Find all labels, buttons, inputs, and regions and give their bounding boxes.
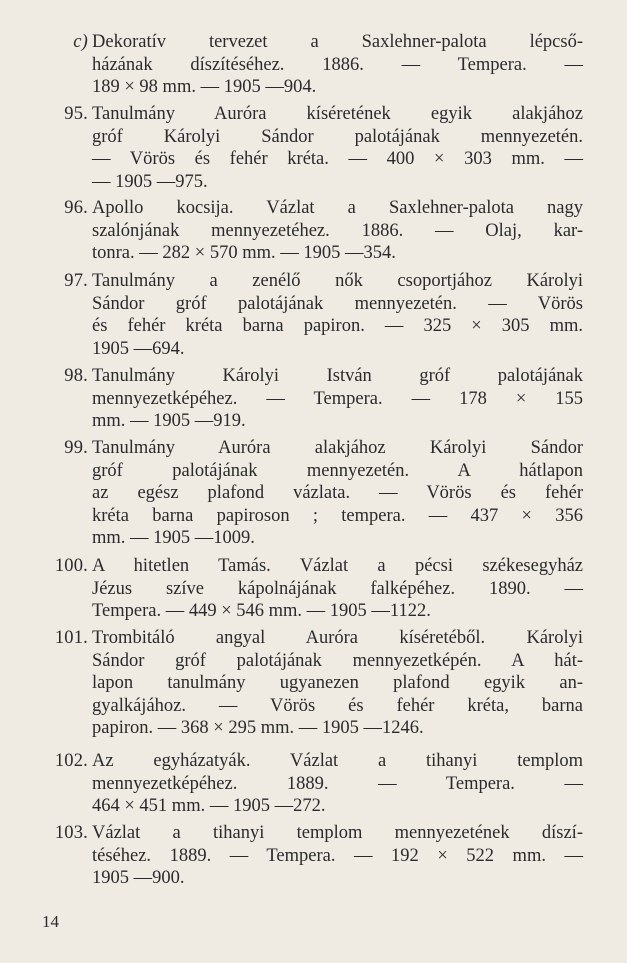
entry-line: Tempera. — 449 × 546 mm. — 1905 —1122. [92, 601, 431, 622]
entry-line: 1905 —694. [92, 338, 185, 359]
entry-line: Sándor gróf palotájának mennyezetén. — Vörös [92, 293, 583, 314]
entry-number: c) [73, 32, 88, 52]
entry-line: mennyezetképéhez. 1889. — Tempera. — [92, 773, 583, 794]
entry-line: mennyezetképéhez. — Tempera. — 178 × 155 [92, 388, 583, 409]
entry-number: 97. [64, 271, 88, 291]
entry-line: 189 × 98 mm. — 1905 —904. [92, 77, 317, 98]
entry-line: A hitetlen Tamás. Vázlat a pécsi székesegyház [92, 556, 583, 576]
entry-line: tonra. — 282 × 570 mm. — 1905 —354. [92, 243, 396, 264]
entry-line: gróf Károlyi Sándor palotájának mennyezetén. [92, 126, 583, 147]
entry-line: mm. — 1905 —919. [92, 411, 246, 432]
entry-text [92, 365, 583, 433]
entry-number: 103. [54, 823, 88, 843]
entry-line: szalónjának mennyezetéhez. 1886. — Olaj, kar- [92, 220, 583, 241]
entry-text [92, 270, 583, 360]
entry-line: 464 × 451 mm. — 1905 —272. [92, 796, 326, 817]
entry-number: 99. [64, 438, 88, 458]
entry-line: kréta barna papiroson ; tempera. — 437 × 356 [92, 505, 583, 526]
entry-text [92, 197, 583, 265]
entry-line: és fehér kréta barna papiron. — 325 × 305 mm. [92, 316, 583, 337]
entry-line: — Vörös és fehér kréta. — 400 × 303 mm. — [92, 149, 583, 170]
entry-line: Sándor gróf palotájának mennyezetképén. A hát- [92, 650, 583, 671]
entry-line: gróf palotájának mennyezetén. A hátlapon [92, 460, 583, 481]
entry-text [92, 627, 583, 740]
entry-number: 100. [54, 556, 88, 576]
entry-line: Trombitáló angyal Auróra kíséretéből. Károlyi [92, 628, 583, 648]
entry-line: Tanulmány Auróra alakjához Károlyi Sándor [92, 438, 583, 458]
entry-line: Apollo kocsija. Vázlat a Saxlehner-palota nagy [92, 198, 583, 218]
entry-line: lapon tanulmány ugyanezen plafond egyik an- [92, 673, 583, 694]
entry-line: házának díszítéséhez. 1886. — Tempera. — [92, 54, 583, 75]
entry-line: — 1905 —975. [92, 171, 208, 192]
entry-number: 96. [64, 198, 88, 218]
entry-text [92, 103, 583, 193]
entry-text [92, 437, 583, 550]
entry-text [92, 822, 583, 890]
entry-line: Az egyházatyák. Vázlat a tihanyi templom [92, 751, 583, 771]
entry-text [92, 31, 583, 99]
page-number: 14 [42, 912, 59, 931]
entry-number: 102. [54, 751, 88, 771]
entry-text [92, 555, 583, 623]
entry-number: 101. [54, 628, 88, 648]
entry-line: Tanulmány a zenélő nők csoportjához Károlyi [92, 271, 583, 291]
entry-line: Vázlat a tihanyi templom mennyezetének díszí- [92, 823, 583, 843]
entry-text [92, 750, 583, 818]
entry-number: 98. [64, 366, 88, 386]
entry-line: Tanulmány Auróra kíséretének egyik alakjához [92, 104, 583, 124]
entry-number: 95. [64, 104, 88, 124]
entry-line: Tanulmány Károlyi István gróf palotájának [92, 366, 583, 386]
entry-line: gyalkájához. — Vörös és fehér kréta, barna [92, 695, 583, 716]
entry-line: 1905 —900. [92, 868, 185, 889]
entry-line: téséhez. 1889. — Tempera. — 192 × 522 mm. — [92, 845, 583, 866]
entry-line: az egész plafond vázlata. — Vörös és fehér [92, 483, 583, 504]
entry-line: mm. — 1905 —1009. [92, 528, 255, 549]
entry-line: Dekoratív tervezet a Saxlehner-palota lépcső- [92, 32, 583, 52]
entry-line: papiron. — 368 × 295 mm. — 1905 —1246. [92, 718, 424, 739]
entry-line: Jézus szíve kápolnájának falképéhez. 1890. — [92, 578, 583, 599]
